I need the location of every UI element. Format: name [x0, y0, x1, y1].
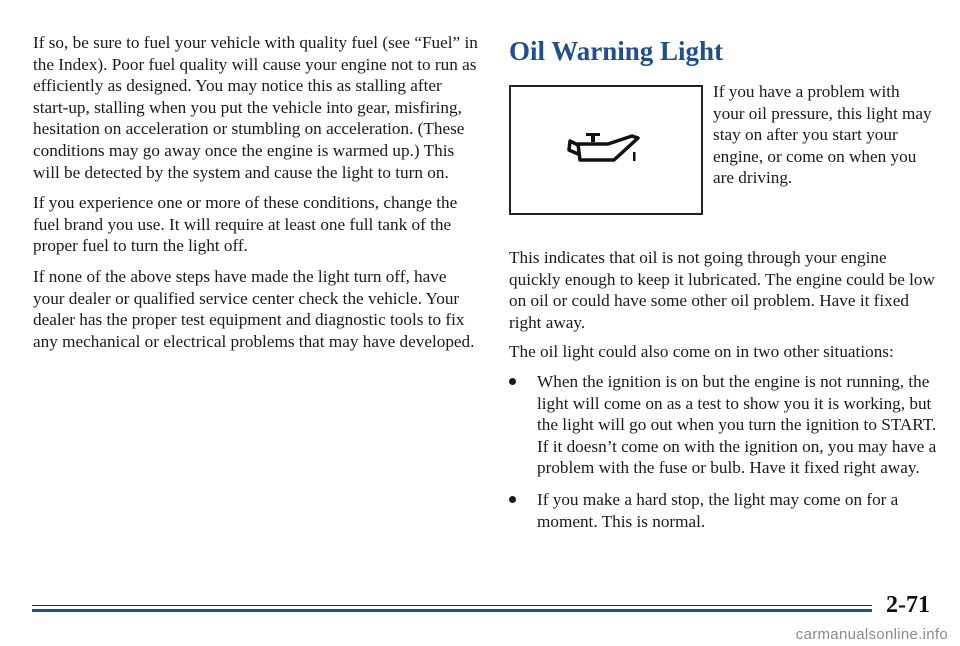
left-paragraph-1: If so, be sure to fuel your vehicle with quality fuel (see “Fuel” in the Index). Poor fuel quality will cause your engine not to run as efficiently as designed. You may notice this as stalling after start-up, stalling when you put the vehicle into gear, misfiring, hesitation on acceleration or stumbling on acceleration. (These conditions may go away once the engine is warmed up.) This will be detected by the system and cause the light to turn on. [33, 33, 478, 182]
oil-can-icon [566, 130, 646, 170]
left-paragraph-3: If none of the above steps have made the light turn off, have your dealer or qualified service center check the vehicle. Your dealer has the proper test equipment and diagnostic tools to fix any mechanical or electrical problems that may have developed. [33, 266, 475, 351]
oil-light-aside-text: If you have a problem with your oil pressure, this light may stay on after you start your engine, or come on when you are driving. [713, 82, 932, 188]
bullet-icon [509, 496, 516, 503]
left-column [33, 32, 481, 361]
footer-rule-thin [32, 605, 872, 606]
oil-warning-icon-box [509, 85, 703, 215]
section-heading: Oil Warning Light [509, 36, 724, 66]
left-paragraph-2: If you experience one or more of these conditions, change the fuel brand you use. It will require at least one full tank of the proper fuel to turn the light off. [33, 193, 458, 256]
warning-light-figure [509, 84, 939, 215]
page-number: 2-71 [886, 592, 930, 618]
bullet-icon [509, 378, 516, 385]
list-item-text: When the ignition is on but the engine is not running, the light will come on as a test to show you it is working, but the light will go out when you turn the ignition to START. If it doesn’t come on with the ignition on, you may have a problem with the fuse or bulb. Have it fixed right away. [537, 371, 937, 478]
list-item-text: If you make a hard stop, the light may come on for a moment. This is normal. [537, 489, 899, 531]
footer-rule-thick [32, 609, 872, 612]
right-column [509, 36, 939, 542]
list-item [509, 489, 939, 532]
oil-light-paragraph-1: This indicates that oil is not going through your engine quickly enough to keep it lubricated. The engine could be low on oil or could have some other oil problem. Have it fixed right away. [509, 248, 935, 332]
watermark: carmanualsonline.info [795, 626, 948, 643]
situations-list [509, 371, 939, 532]
oil-light-paragraph-2: The oil light could also come on in two other situations: [509, 342, 894, 362]
list-item [509, 371, 939, 479]
